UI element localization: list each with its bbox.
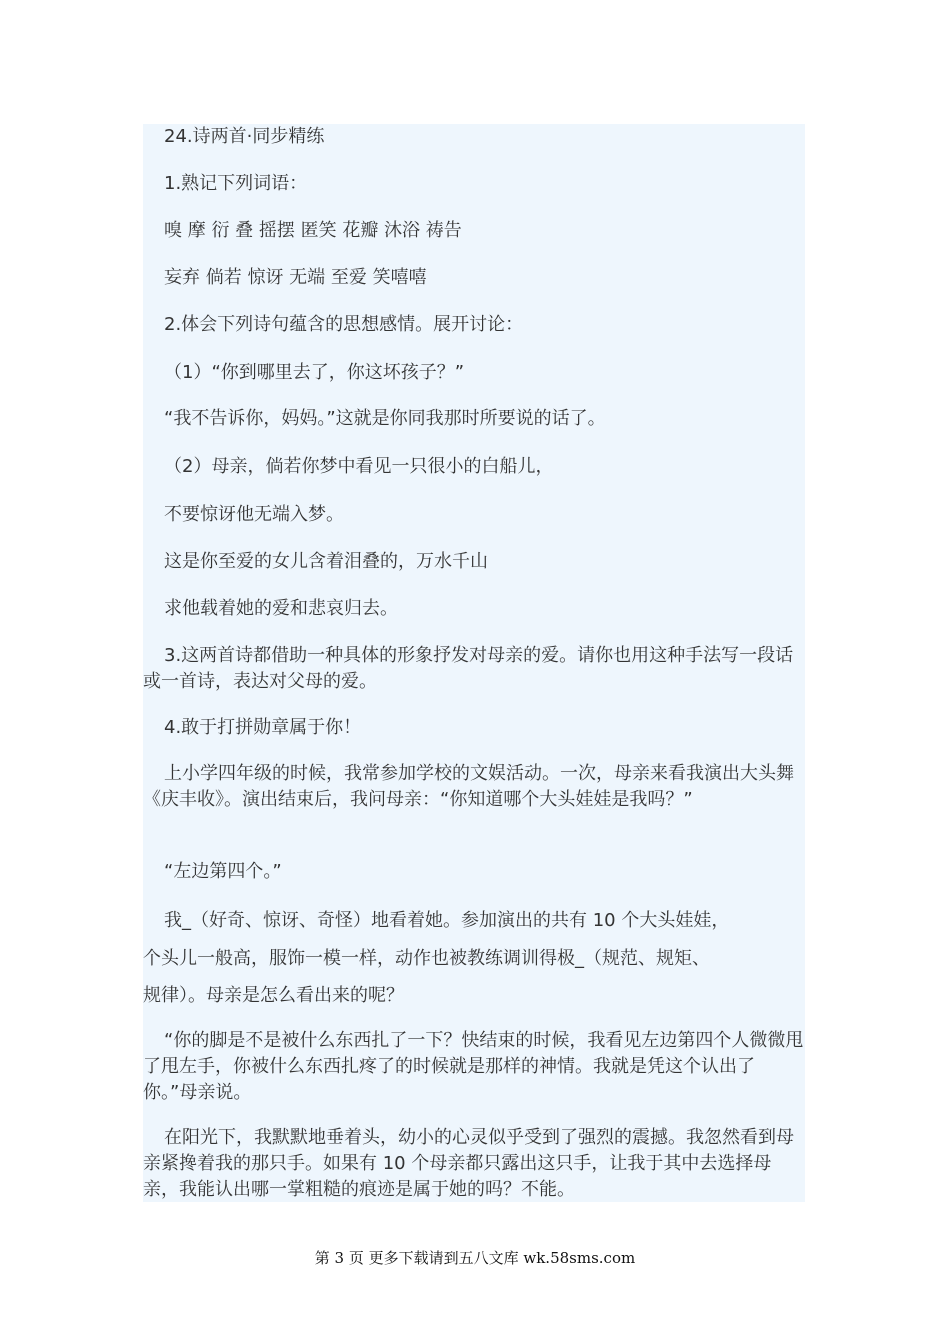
story-paragraph-3-line-1: 我_（好奇、惊讶、奇怪）地看着她。参加演出的共有 10 个大头娃娃， [164, 910, 730, 931]
question-4-heading: 4.敢于打拼勋章属于你！ [164, 717, 362, 738]
question-2-heading: 2.体会下列诗句蕴含的思想感情。展开讨论： [164, 314, 524, 335]
poem-excerpt-2-line-1: （2）母亲，倘若你梦中看见一只很小的白船儿， [164, 456, 554, 477]
story-paragraph-3-line-2: 个头儿一般高，服饰一模一样，动作也被教练调训得极_（规范、规矩、 [143, 948, 710, 969]
poem-excerpt-2-line-4: 求他载着她的爱和悲哀归去。 [164, 598, 398, 619]
question-3-text: 3.这两首诗都借助一种具体的形象抒发对母亲的爱。请你也用这种手法写一段话或一首诗，表达对父母的爱。 [143, 645, 794, 692]
story-paragraph-1: 上小学四年级的时候，我常参加学校的文娱活动。一次，母亲来看我演出大头舞《庆丰收》。演出结束后，我问母亲：“你知道哪个大头娃娃是我吗？” [143, 763, 794, 810]
story-paragraph-3-line-3: 规律）。母亲是怎么看出来的呢？ [143, 985, 404, 1006]
poem-excerpt-1-line-2: “我不告诉你，妈妈。”这就是你同我那时所要说的话了。 [164, 408, 606, 429]
question-1-heading: 1.熟记下列词语： [164, 173, 308, 194]
poem-excerpt-2-line-3: 这是你至爱的女儿含着泪叠的，万水千山 [164, 551, 488, 572]
vocabulary-line-1: 嗅 摩 衍 叠 摇摆 匿笑 花瓣 沐浴 祷告 [164, 220, 462, 241]
poem-excerpt-1-line-1: （1）“你到哪里去了，你这坏孩子？” [164, 362, 465, 383]
story-paragraph-4: “你的脚是不是被什么东西扎了一下？快结束的时候，我看见左边第四个人微微甩了甩左手，你被什么东西扎疼了的时候就是那样的神情。我就是凭这个认出了你。”母亲说。 [143, 1030, 804, 1103]
document-body [143, 124, 805, 1202]
vocabulary-line-2: 妄弃 倘若 惊讶 无端 至爱 笑嘻嘻 [164, 267, 427, 288]
page-footer: 第 3 页 更多下载请到五八文库 wk.58sms.com [314, 1249, 636, 1267]
document-title: 24.诗两首·同步精练 [164, 126, 325, 147]
story-paragraph-5: 在阳光下，我默默地垂着头，幼小的心灵似乎受到了强烈的震撼。我忽然看到母亲紧搀着我的那只手。如果有 10 个母亲都只露出这只手，让我于其中去选择母亲，我能认出哪一掌粗糙的痕迹是属于她的吗？不能。 [143, 1127, 794, 1200]
story-paragraph-2: “左边第四个。” [164, 861, 282, 882]
poem-excerpt-2-line-2: 不要惊讶他无端入梦。 [164, 504, 344, 525]
